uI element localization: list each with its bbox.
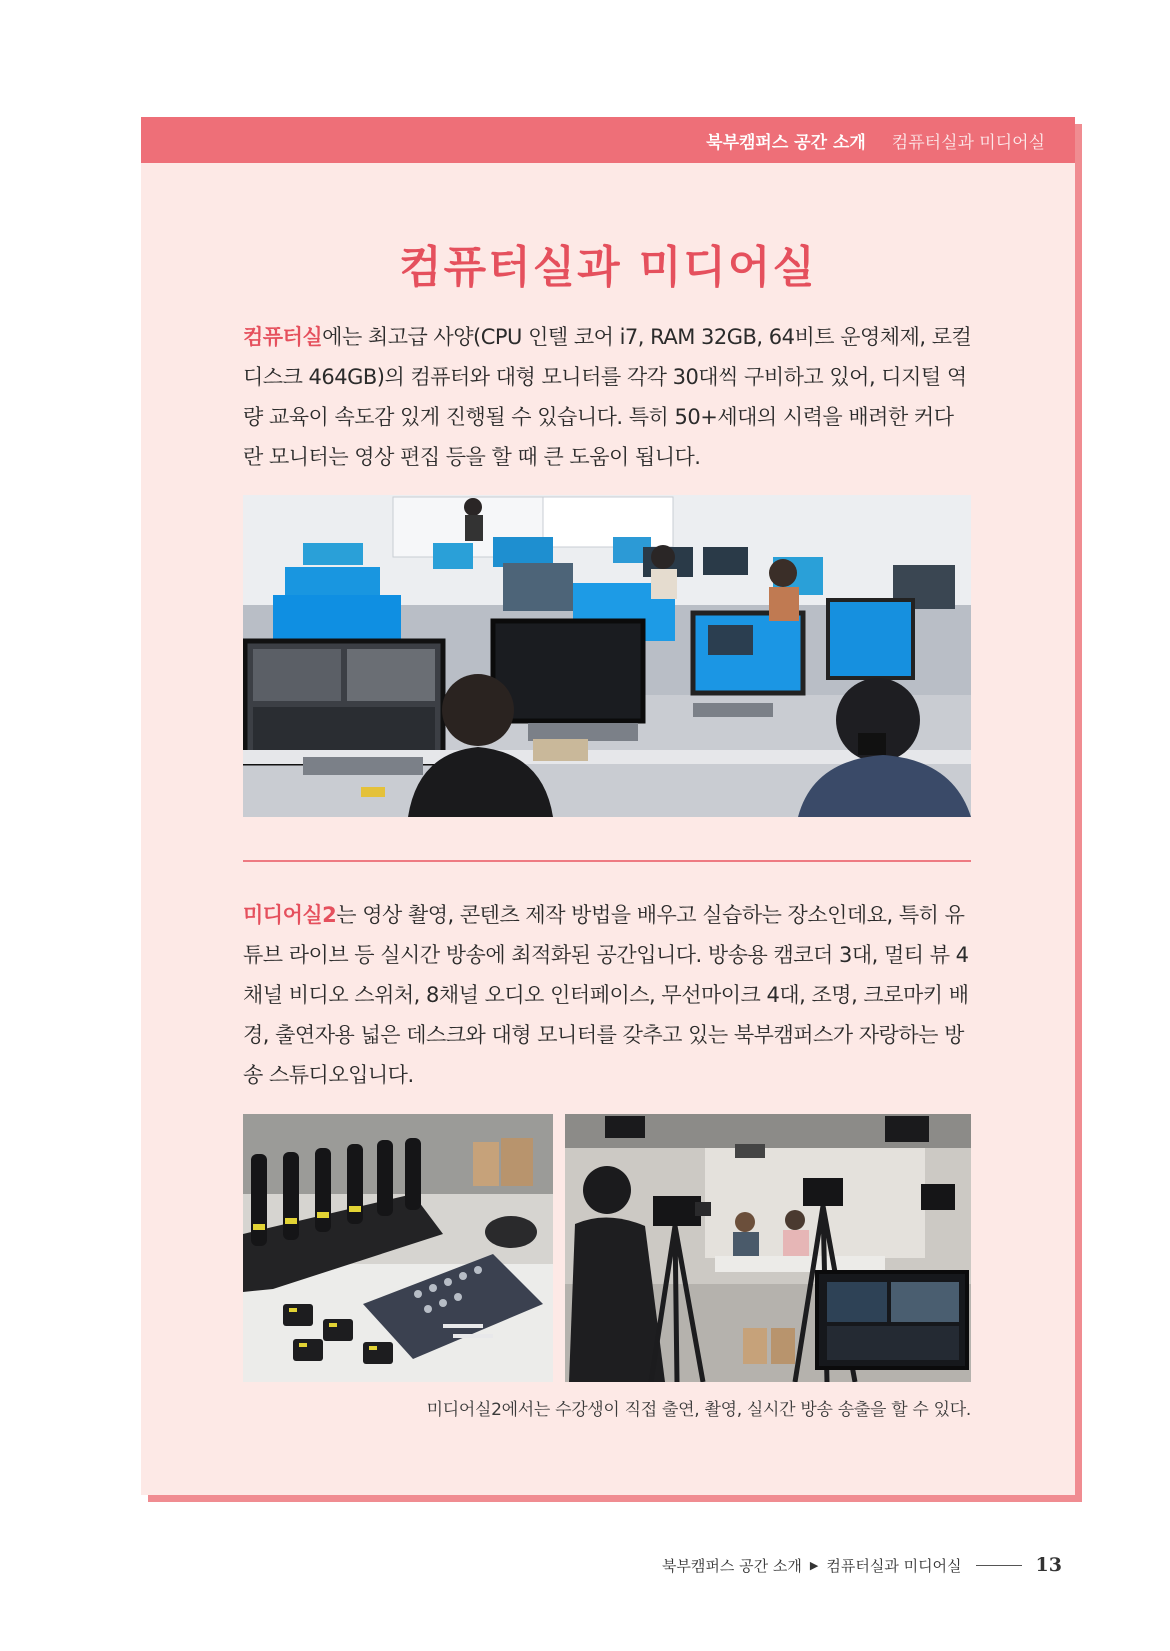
footer-topic: 컴퓨터실과 미디어실: [826, 1556, 962, 1575]
footer-arrow-icon: ▶: [809, 1558, 819, 1572]
header-topic: 컴퓨터실과 미디어실: [891, 132, 1045, 153]
page-number: 13: [1035, 1554, 1062, 1576]
media-room-paragraph: [243, 895, 973, 1095]
media-room-highlight: 미디어실2: [243, 903, 337, 927]
computer-room-highlight: 컴퓨터실: [243, 325, 323, 349]
media-room-text: 는 영상 촬영, 콘텐츠 제작 방법을 배우고 실습하는 장소인데요, 특히 유튜브 라이브 등 실시간 방송에 최적화된 공간입니다. 방송용 캠코더 3대, 멀티 뷰 4채널 비디오 스위처, 8채널 오디오 인터페이스, 무선마이크 4대, 조명, 크로마키 배경, 출연자용 넓은 데스크와 대형 모니터를 갖추고 있는 북부캠퍼스가 자랑하는 방송 스튜디오입니다.: [243, 903, 969, 1087]
computer-lab-photo: [243, 495, 971, 817]
page-title: 컴퓨터실과 미디어실: [399, 242, 817, 293]
page-footer: [662, 1554, 1062, 1576]
footer-section: 북부캠퍼스 공간 소개: [661, 1556, 802, 1575]
content-card: [141, 117, 1075, 1495]
broadcast-studio-photo: [565, 1114, 971, 1382]
header-section: 북부캠퍼스 공간 소개: [706, 132, 866, 153]
audio-equipment-photo: [243, 1114, 553, 1382]
section-divider: [243, 860, 971, 862]
header-bar: [141, 117, 1075, 163]
footer-rule: [976, 1565, 1022, 1566]
photo-caption: 미디어실2에서는 수강생이 직접 출연, 촬영, 실시간 방송 송출을 할 수 있다.: [426, 1400, 971, 1420]
computer-room-paragraph: [243, 317, 973, 477]
computer-room-text: 에는 최고급 사양(CPU 인텔 코어 i7, RAM 32GB, 64비트 운영체제, 로컬 디스크 464GB)의 컴퓨터와 대형 모니터를 각각 30대씩 구비하고 있어, 디지털 역량 교육이 속도감 있게 진행될 수 있습니다. 특히 50+세대의 시력을 배려한 커다란 모니터는 영상 편집 등을 할 때 큰 도움이 됩니다.: [243, 325, 972, 469]
